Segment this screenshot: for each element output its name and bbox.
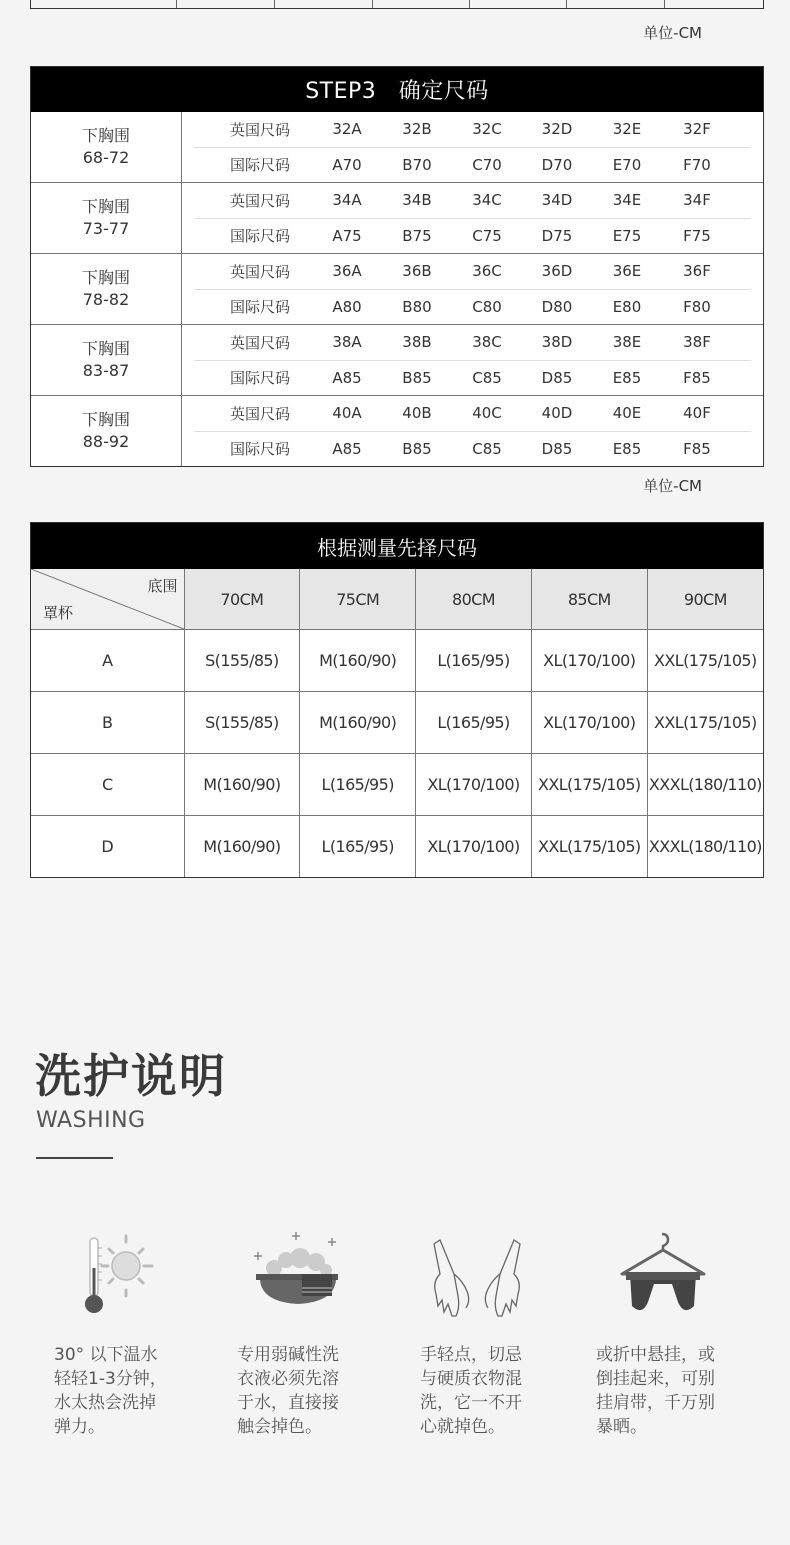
uk-size-value: 38A (332, 333, 362, 352)
table-row (31, 816, 763, 878)
uk-size-label: 英国尺码 (230, 262, 291, 281)
size-cell: M(160/90) (184, 754, 300, 816)
wash-tip-line: 心就掉色。 (420, 1417, 505, 1437)
size-cell: S(155/85) (184, 692, 300, 754)
intl-size-label: 国际尺码 (230, 156, 291, 175)
intl-size-value: D85 (541, 439, 573, 458)
intl-size-value: C85 (472, 368, 502, 387)
wash-tip-2 (237, 1343, 387, 1439)
intl-size-value: B70 (402, 155, 432, 174)
column-header: 80CM (416, 569, 532, 630)
size-chart-title: 根据测量先择尺码 (31, 523, 763, 569)
wash-tip-line: 于水，直接接 (237, 1393, 339, 1413)
intl-size-value: F70 (683, 155, 711, 174)
table-row (31, 754, 763, 816)
column-header: 85CM (531, 569, 647, 630)
size-cell: S(155/85) (184, 630, 300, 692)
uk-size-value: 38B (402, 333, 432, 352)
size-cell: M(160/90) (184, 816, 300, 878)
wash-tip-3 (420, 1343, 570, 1439)
title-underline (36, 1157, 113, 1159)
uk-size-value: 32F (683, 120, 711, 139)
underbust-label: 下胸围 (81, 126, 130, 145)
step3-group-4 (31, 324, 763, 395)
step3-group-2 (31, 182, 763, 253)
underbust-cell (31, 396, 182, 466)
size-rows (182, 183, 763, 253)
wash-tip-line: 衣液必须先溶 (237, 1369, 339, 1389)
uk-size-label: 英国尺码 (230, 120, 291, 139)
washing-subtitle: WASHING (36, 1108, 146, 1133)
intl-size-value: C80 (472, 297, 502, 316)
basin-icon (252, 1230, 342, 1320)
intl-size-value: E80 (612, 297, 642, 316)
intl-size-label: 国际尺码 (230, 440, 291, 459)
intl-size-value: D75 (541, 226, 573, 245)
underbust-range: 83-87 (82, 361, 130, 380)
wash-tip-line: 手轻点，切忌 (420, 1345, 522, 1365)
intl-size-value: C70 (472, 155, 502, 174)
intl-size-value: A75 (332, 226, 362, 245)
uk-size-value: 40C (472, 404, 502, 423)
underbust-label: 下胸围 (81, 197, 130, 216)
intl-size-value: B85 (402, 368, 432, 387)
wash-tip-1 (54, 1343, 204, 1439)
uk-size-value: 40D (541, 404, 573, 423)
size-cell: L(165/95) (416, 692, 532, 754)
previous-table-bottom (30, 0, 764, 9)
underbust-label: 下胸围 (81, 339, 130, 358)
intl-size-value: A70 (332, 155, 362, 174)
uk-size-label: 英国尺码 (230, 191, 291, 210)
uk-size-label: 英国尺码 (230, 333, 291, 352)
size-cell: L(165/95) (300, 816, 416, 878)
uk-size-value: 36F (683, 262, 711, 281)
underbust-header: 底围 (147, 577, 178, 595)
size-table (31, 569, 763, 877)
size-cell: XXL(175/105) (531, 816, 647, 878)
uk-size-value: 36B (402, 262, 432, 281)
uk-size-value: 36A (332, 262, 362, 281)
uk-size-label: 英国尺码 (230, 404, 291, 423)
intl-size-row (194, 147, 751, 183)
size-rows (182, 396, 763, 466)
uk-size-value: 32D (541, 120, 573, 139)
wash-tip-line: 挂肩带，千万别 (596, 1393, 715, 1413)
intl-size-value: A85 (332, 439, 362, 458)
uk-size-value: 38F (683, 333, 711, 352)
uk-size-value: 38E (612, 333, 642, 352)
underbust-range: 78-82 (82, 290, 130, 309)
intl-size-value: D70 (541, 155, 573, 174)
intl-size-value: B75 (402, 226, 432, 245)
column-header: 70CM (184, 569, 300, 630)
cup-cell: A (31, 630, 184, 692)
table-row (31, 630, 763, 692)
underbust-label: 下胸围 (81, 410, 130, 429)
uk-size-value: 40B (402, 404, 432, 423)
underbust-cell (31, 325, 182, 395)
intl-size-label: 国际尺码 (230, 369, 291, 388)
intl-size-value: F80 (683, 297, 711, 316)
uk-size-value: 36C (472, 262, 502, 281)
intl-size-row (194, 431, 751, 467)
underbust-cell (31, 254, 182, 324)
size-cell: XXL(175/105) (647, 630, 763, 692)
cup-header: 罩杯 (43, 604, 74, 622)
cup-cell: C (31, 754, 184, 816)
intl-size-value: D85 (541, 368, 573, 387)
uk-size-value: 32A (332, 120, 362, 139)
uk-size-value: 36E (612, 262, 642, 281)
underbust-cell (31, 112, 182, 182)
size-cell: M(160/90) (300, 630, 416, 692)
intl-size-row (194, 289, 751, 325)
uk-size-value: 34E (612, 191, 642, 210)
size-cell: XXXL(180/110) (647, 754, 763, 816)
size-cell: XL(170/100) (531, 692, 647, 754)
uk-size-value: 34B (402, 191, 432, 210)
uk-size-value: 34F (683, 191, 711, 210)
step3-group-3 (31, 253, 763, 324)
uk-size-value: 34A (332, 191, 362, 210)
size-rows (182, 254, 763, 324)
intl-size-value: F85 (683, 368, 711, 387)
intl-size-value: A85 (332, 368, 362, 387)
intl-size-value: A80 (332, 297, 362, 316)
size-cell: XXXL(180/110) (647, 816, 763, 878)
hanger-icon (618, 1230, 708, 1322)
step3-group-1 (31, 112, 763, 182)
intl-size-row (194, 360, 751, 396)
wash-tip-line: 水太热会洗掉 (54, 1393, 156, 1413)
step3-title: STEP3 确定尺码 (31, 67, 763, 112)
uk-size-value: 32C (472, 120, 502, 139)
step3-group-5 (31, 395, 763, 466)
wash-tip-line: 30° 以下温水 (54, 1345, 158, 1365)
column-header: 90CM (647, 569, 763, 630)
wash-tip-line: 专用弱碱性洗 (237, 1345, 339, 1365)
uk-size-row (194, 183, 751, 218)
cup-cell: D (31, 816, 184, 878)
size-cell: M(160/90) (300, 692, 416, 754)
size-cell: XXL(175/105) (531, 754, 647, 816)
uk-size-value: 32B (402, 120, 432, 139)
cup-cell: B (31, 692, 184, 754)
uk-size-value: 38C (472, 333, 502, 352)
size-cell: L(165/95) (416, 630, 532, 692)
intl-size-value: B80 (402, 297, 432, 316)
wash-tip-line: 或折中悬挂，或 (596, 1345, 715, 1365)
intl-size-value: E85 (612, 439, 642, 458)
uk-size-value: 38D (541, 333, 573, 352)
intl-size-value: F85 (683, 439, 711, 458)
wash-tip-line: 暴晒。 (596, 1417, 647, 1437)
underbust-label: 下胸围 (81, 268, 130, 287)
wash-tip-line: 弹力。 (54, 1417, 105, 1437)
uk-size-value: 34C (472, 191, 502, 210)
column-header: 75CM (300, 569, 416, 630)
wash-tip-line: 倒挂起来，可别 (596, 1369, 715, 1389)
uk-size-value: 32E (612, 120, 642, 139)
intl-size-value: B85 (402, 439, 432, 458)
size-cell: L(165/95) (300, 754, 416, 816)
unit-label: 单位-CM (643, 24, 702, 42)
size-cell: XL(170/100) (531, 630, 647, 692)
wash-tip-line: 洗，它一不开 (420, 1393, 522, 1413)
intl-size-value: C85 (472, 439, 502, 458)
wash-tip-line: 轻轻1-3分钟， (54, 1369, 167, 1389)
uk-size-value: 36D (541, 262, 573, 281)
underbust-range: 88-92 (82, 432, 130, 451)
underbust-range: 73-77 (82, 219, 130, 238)
size-cell: XL(170/100) (416, 754, 532, 816)
size-rows (182, 325, 763, 395)
uk-size-row (194, 112, 751, 147)
table-row (31, 692, 763, 754)
intl-size-label: 国际尺码 (230, 298, 291, 317)
wash-tip-line: 与硬质衣物混 (420, 1369, 522, 1389)
intl-size-label: 国际尺码 (230, 227, 291, 246)
intl-size-value: E75 (612, 226, 642, 245)
intl-size-row (194, 218, 751, 254)
thermometer-sun-icon (80, 1230, 160, 1320)
intl-size-value: E70 (612, 155, 642, 174)
intl-size-value: C75 (472, 226, 502, 245)
uk-size-row (194, 254, 751, 289)
uk-size-value: 34D (541, 191, 573, 210)
size-cell: XXL(175/105) (647, 692, 763, 754)
hands-icon (430, 1230, 524, 1322)
uk-size-row (194, 325, 751, 360)
uk-size-value: 40E (612, 404, 642, 423)
intl-size-value: D80 (541, 297, 573, 316)
unit-label: 单位-CM (643, 477, 702, 495)
intl-size-value: E85 (612, 368, 642, 387)
wash-tip-line: 触会掉色。 (237, 1417, 322, 1437)
size-cell: XL(170/100) (416, 816, 532, 878)
uk-size-value: 40F (683, 404, 711, 423)
size-chart (30, 522, 764, 878)
wash-tip-4 (596, 1343, 746, 1439)
size-rows (182, 112, 763, 182)
underbust-range: 68-72 (82, 148, 130, 167)
step3-table (30, 66, 764, 467)
uk-size-value: 40A (332, 404, 362, 423)
intl-size-value: F75 (683, 226, 711, 245)
corner-cell (31, 569, 184, 630)
washing-title: 洗护说明 (35, 1049, 227, 1103)
underbust-cell (31, 183, 182, 253)
uk-size-row (194, 396, 751, 431)
